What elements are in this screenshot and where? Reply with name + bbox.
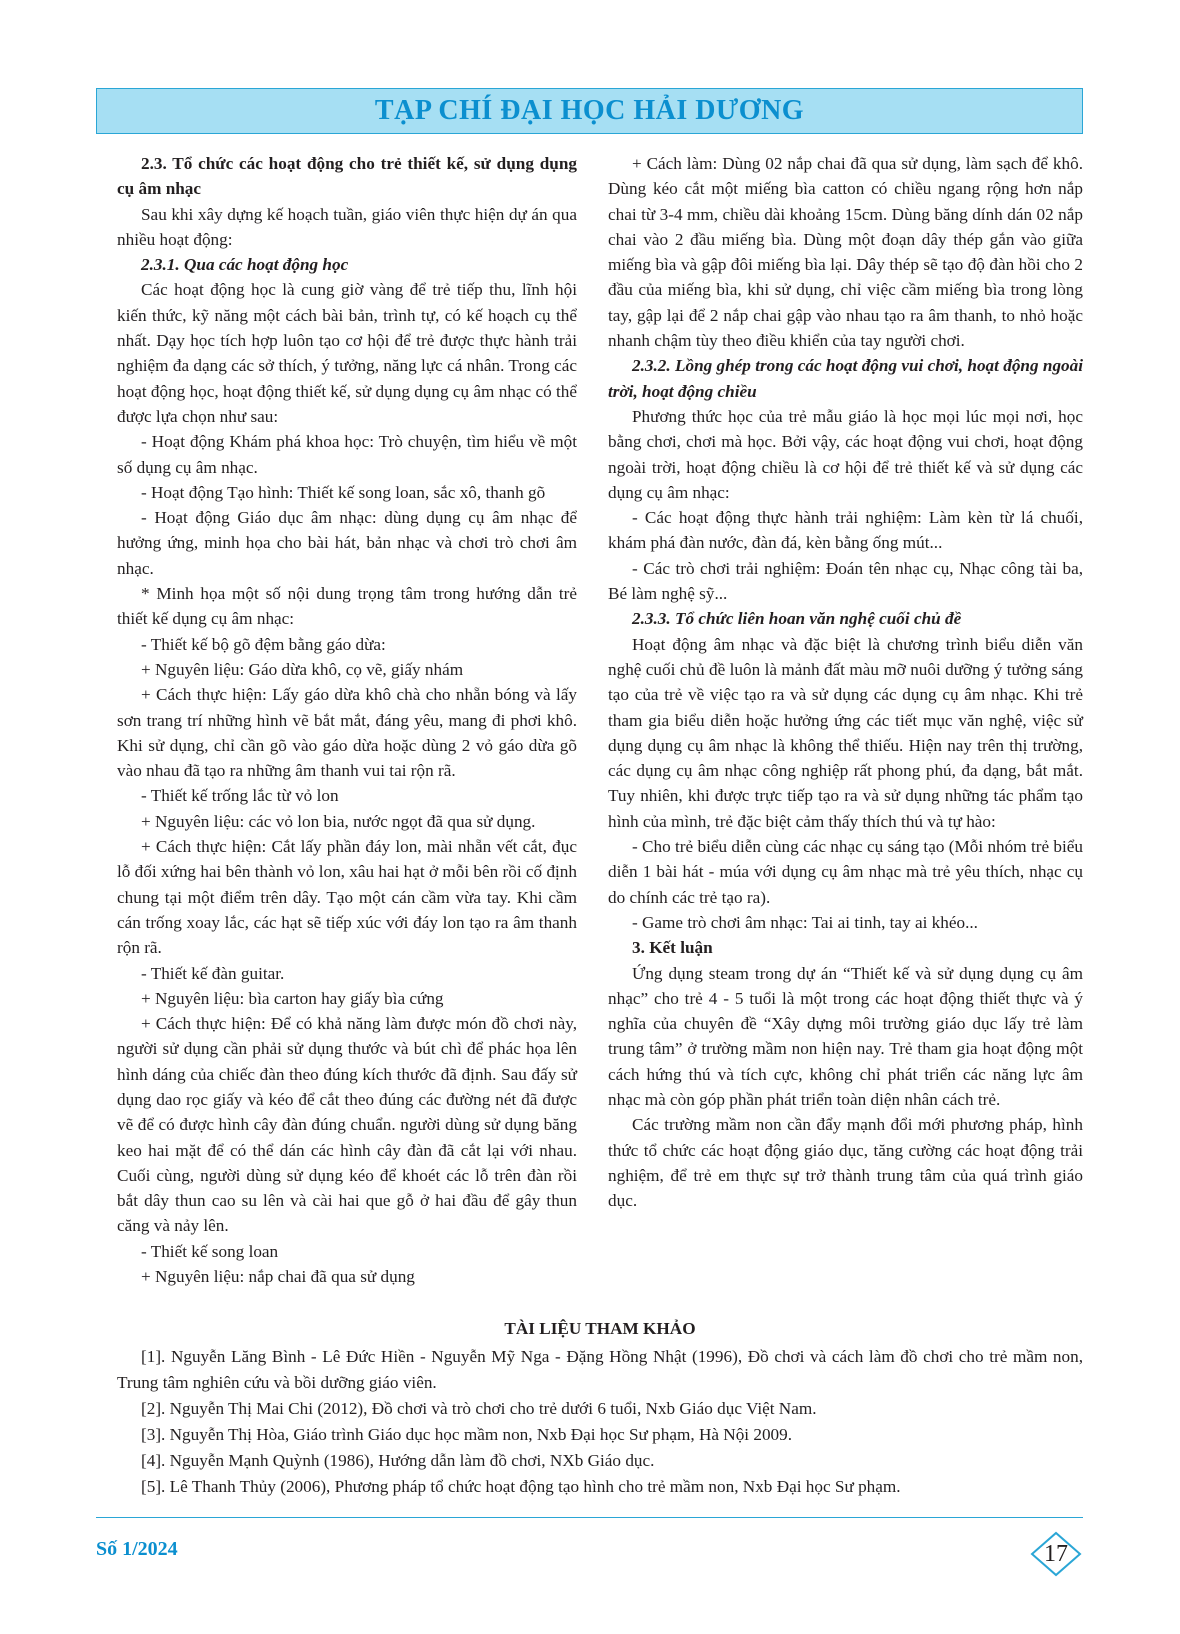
- section-heading: 2.3.2. Lồng ghép trong các hoạt động vui chơi, hoạt động ngoài trời, hoạt động chiều: [608, 356, 1083, 401]
- paragraph: - Cho trẻ biểu diễn cùng các nhạc cụ sáng tạo (Mỗi nhóm trẻ biểu diễn 1 bài hát - múa với dụng cụ âm nhạc mà trẻ yêu thích, nhạc cụ do chính các trẻ tạo ra).: [608, 837, 1083, 907]
- paragraph: Phương thức học của trẻ mẫu giáo là học mọi lúc mọi nơi, học bằng chơi, chơi mà học. Bởi vậy, các hoạt động vui chơi, hoạt động ngoài trời, hoạt động chiều là cơ hội để trẻ thiết kế và sử dụng các dụng cụ âm nhạc:: [608, 406, 1083, 502]
- paragraph: + Cách thực hiện: Cắt lấy phần đáy lon, mài nhẵn vết cắt, đục lỗ đối xứng hai bên thành vỏ lon, xâu hai hạt ở mỗi bên rồi cố định chung tại một điểm trên dây. Tạo một cán cầm vừa tay. Khi cầm cán trống xoay lắc, các hạt sẽ tiếp xúc với đáy lon tạo ra âm thanh rộn rã.: [117, 837, 577, 958]
- paragraph: + Nguyên liệu: bìa carton hay giấy bìa cứng: [141, 988, 444, 1008]
- reference-item: [3]. Nguyễn Thị Hòa, Giáo trình Giáo dục học mầm non, Nxb Đại học Sư phạm, Hà Nội 2009.: [141, 1425, 793, 1444]
- section-heading: 2.3.3. Tổ chức liên hoan văn nghệ cuối chủ đề: [632, 609, 962, 629]
- paragraph: Các hoạt động học là cung giờ vàng để trẻ tiếp thu, lĩnh hội kiến thức, kỹ năng một cách bài bản, trình tự, có kế hoạch cụ thể nhất. Dạy học tích hợp luôn tạo cơ hội để trẻ được thực hành trải nghiệm đa dạng các sở thích, ý tưởng, năng lực cá nhân. Trong các hoạt động học, hoạt động thiết kế, sử dụng dụng cụ âm nhạc có thể được lựa chọn như sau:: [117, 280, 577, 426]
- paragraph: - Các trò chơi trải nghiệm: Đoán tên nhạc cụ, Nhạc công tài ba, Bé làm nghệ sỹ...: [608, 558, 1083, 604]
- paragraph: Các trường mầm non cần đẩy mạnh đổi mới phương pháp, hình thức tổ chức các hoạt động giáo dục, tăng cường các hoạt động trải nghiệm, để trẻ em thực sự trở thành trung tâm của quá trình giáo dục.: [608, 1115, 1083, 1211]
- page-number-badge: [1028, 1530, 1084, 1578]
- section-heading: 2.3. Tổ chức các hoạt động cho trẻ thiết kế, sử dụng dụng cụ âm nhạc: [117, 154, 577, 199]
- reference-item: [5]. Lê Thanh Thủy (2006), Phương pháp tổ chức hoạt động tạo hình cho trẻ mầm non, Nxb Đại học Sư phạm.: [141, 1477, 901, 1496]
- paragraph: Ứng dụng steam trong dự án “Thiết kế và sử dụng dụng cụ âm nhạc” cho trẻ 4 - 5 tuổi là một trong các hoạt động thiết thực và ý nghĩa của chuyên đề “Xây dựng môi trường giáo dục lấy trẻ làm trung tâm” ở trường mầm non hiện nay. Trẻ tham gia hoạt động một cách hứng thú và tích cực, không chỉ phát triển các năng lực âm nhạc mà còn góp phần phát triển toàn diện nhân cách trẻ.: [608, 963, 1083, 1109]
- right-column: [608, 151, 1083, 1213]
- paragraph: + Cách thực hiện: Lấy gáo dừa khô chà cho nhẵn bóng và lấy sơn trang trí những hình vẽ bắt mắt, đáng yêu, mang đi phơi khô. Khi sử dụng, chỉ cần gõ vào gáo dừa hoặc dùng 2 vỏ gáo dừa gõ vào nhau đã tạo ra những âm thanh vui tai rộn rã.: [117, 685, 577, 781]
- paragraph: + Cách thực hiện: Để có khả năng làm được món đồ chơi này, người sử dụng cần phải sử dụng thước và bút chì để phác họa lên hình dáng của chiếc đàn theo đúng kích thước đã định. Sau đấy sử dụng dao rọc giấy và kéo để cắt theo đúng các đường nét đã được vẽ để có được hình cây đàn đúng chuẩn. người dùng sử dụng băng keo hai mặt để có thể dán các hình cây đàn đã cắt lại với nhau. Cuối cùng, người dùng sử dụng kéo để khoét các lỗ trên đàn rồi bắt dây thun cao su lên và cài hai que gỗ ở hai đầu để gây thun căng và nảy lên.: [117, 1014, 577, 1236]
- paragraph: + Nguyên liệu: các vỏ lon bia, nước ngọt đã qua sử dụng.: [141, 811, 536, 831]
- paragraph: + Cách làm: Dùng 02 nắp chai đã qua sử dụng, làm sạch để khô. Dùng kéo cắt một miếng bìa catton có chiều ngang rộng hơn nắp chai từ 3-4 mm, chiều dài khoảng 15cm. Dùng băng dính dán 02 nắp chai vào 2 đầu miếng bìa. Dùng một đoạn dây thép gắn vào giữa miếng bìa và gập đôi miếng bìa lại. Dây thép sẽ tạo độ đàn hồi cho 2 đầu của miếng bìa, khi sử dụng, chỉ việc cầm miếng bìa trong lòng tay, gập lại để 2 nắp chai gập vào nhau tạo ra âm thanh, to nhỏ hoặc nhanh chậm tùy theo điều khiển của tay người chơi.: [608, 154, 1083, 351]
- paragraph: - Các hoạt động thực hành trải nghiệm: Làm kèn từ lá chuối, khám phá đàn nước, đàn đá, kèn bằng ống mút...: [608, 508, 1083, 553]
- paragraph: + Nguyên liệu: nắp chai đã qua sử dụng: [141, 1267, 415, 1287]
- footer-rule: [96, 1517, 1083, 1518]
- paragraph: - Thiết kế bộ gõ đệm bằng gáo dừa:: [141, 634, 386, 654]
- reference-item: [4]. Nguyễn Mạnh Quỳnh (1986), Hướng dẫn làm đồ chơi, NXb Giáo dục.: [141, 1451, 655, 1470]
- paragraph: * Minh họa một số nội dung trọng tâm trong hướng dẫn trẻ thiết kế dụng cụ âm nhạc:: [117, 584, 577, 629]
- left-column: [117, 151, 577, 1289]
- paragraph: - Hoạt động Tạo hình: Thiết kế song loan, sắc xô, thanh gõ: [141, 482, 546, 502]
- paragraph: Hoạt động âm nhạc và đặc biệt là chương trình biểu diễn văn nghệ cuối chủ đề luôn là mảnh đất màu mỡ nuôi dưỡng ý tưởng sáng tạo của trẻ về việc tạo ra và sử dụng các dụng cụ âm nhạc. Khi trẻ tham gia biểu diễn hoặc hưởng ứng các tiết mục văn nghệ, việc sử dụng dụng cụ âm nhạc là không thể thiếu. Hiện nay trên thị trường, các dụng cụ âm nhạc công nghiệp rất phong phú, đa dạng, bắt mắt. Tuy nhiên, khi được trực tiếp tạo ra và sử dụng những tác phẩm tạo hình của mình, trẻ đặc biệt cảm thấy thích thú và tự hào:: [608, 634, 1083, 831]
- reference-item: [2]. Nguyễn Thị Mai Chi (2012), Đồ chơi và trò chơi cho trẻ dưới 6 tuổi, Nxb Giáo dục Việt Nam.: [141, 1399, 817, 1418]
- paragraph: + Nguyên liệu: Gáo dừa khô, cọ vẽ, giấy nhám: [141, 659, 464, 679]
- paragraph: - Thiết kế trống lắc từ vỏ lon: [141, 786, 339, 806]
- paragraph: - Thiết kế song loan: [141, 1241, 279, 1261]
- paragraph: - Hoạt động Giáo dục âm nhạc: dùng dụng cụ âm nhạc để hưởng ứng, minh họa cho bài hát, bản nhạc và chơi trò chơi âm nhạc.: [117, 508, 577, 578]
- issue-number: Số 1/2024: [96, 1538, 178, 1560]
- section-heading: 3. Kết luận: [632, 938, 713, 958]
- references-section: [117, 1316, 1083, 1500]
- journal-title: TẠP CHÍ ĐẠI HỌC HẢI DƯƠNG: [374, 95, 805, 126]
- reference-item: [1]. Nguyễn Lăng Bình - Lê Đức Hiền - Nguyễn Mỹ Nga - Đặng Hồng Nhật (1996), Đồ chơi và cách làm đồ chơi cho trẻ mầm non, Trung tâm nghiên cứu và bồi dưỡng giáo viên.: [117, 1347, 1083, 1392]
- paragraph: Sau khi xây dựng kế hoạch tuần, giáo viên thực hiện dự án qua nhiều hoạt động:: [117, 204, 577, 249]
- references-title: TÀI LIỆU THAM KHẢO: [504, 1319, 696, 1338]
- references-list: [117, 1344, 1083, 1500]
- page-number: 17: [1044, 1540, 1068, 1567]
- section-heading: 2.3.1. Qua các hoạt động học: [141, 255, 349, 275]
- paragraph: - Game trò chơi âm nhạc: Tai ai tinh, tay ai khéo...: [632, 912, 978, 932]
- paragraph: - Hoạt động Khám phá khoa học: Trò chuyện, tìm hiểu về một số dụng cụ âm nhạc.: [117, 432, 577, 477]
- paragraph: - Thiết kế đàn guitar.: [141, 963, 285, 983]
- journal-header-banner: [96, 88, 1083, 134]
